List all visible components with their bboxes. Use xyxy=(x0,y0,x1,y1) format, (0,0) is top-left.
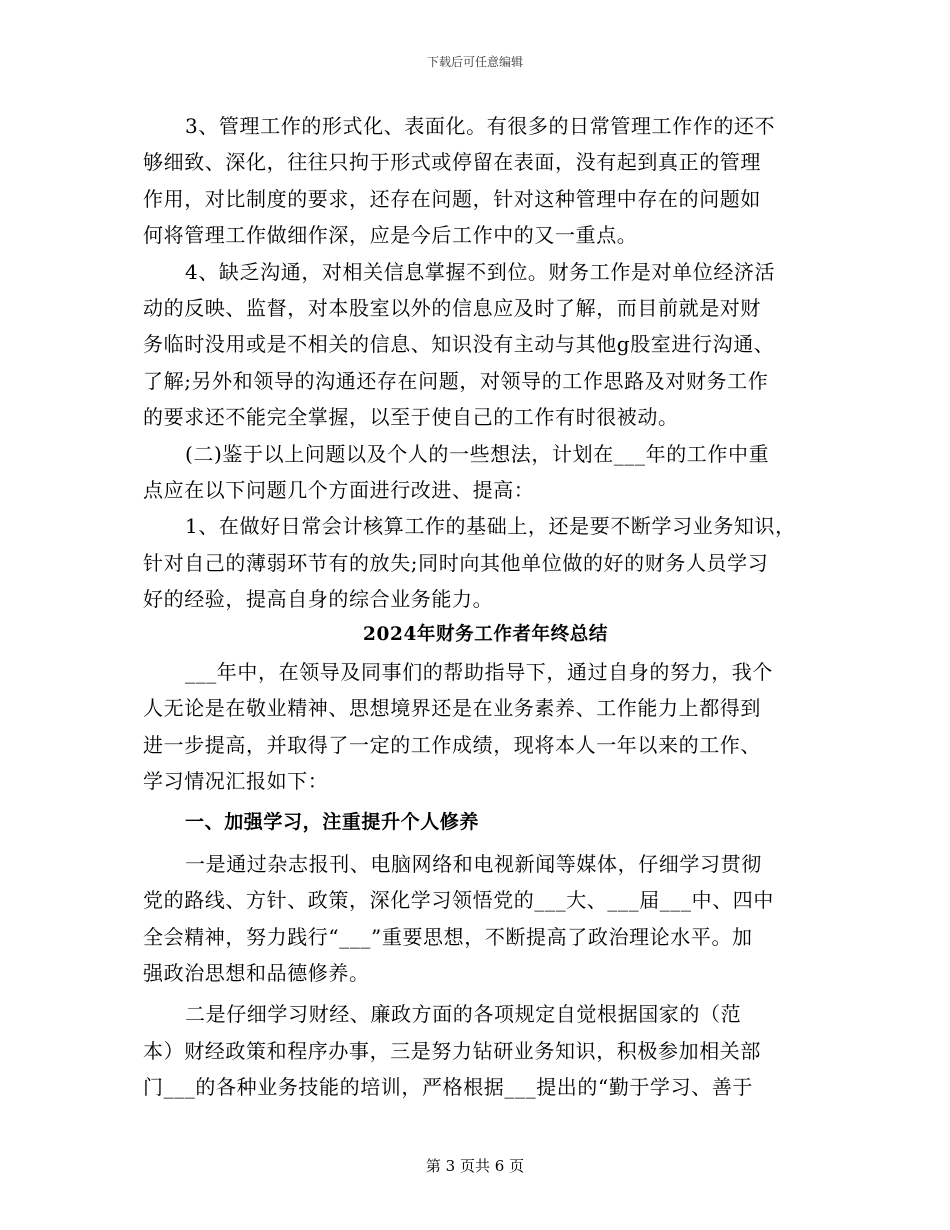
paragraph-line: 点应在以下问题几个方面进行改进、提高： xyxy=(143,477,535,502)
paragraph-line: 4、缺乏沟通，对相关信息掌握不到位。财务工作是对单位经济活 xyxy=(185,259,776,284)
paragraph-line: 一是通过杂志报刊、电脑网络和电视新闻等媒体，仔细学习贯彻 xyxy=(185,851,762,876)
paragraph-line: (二)鉴于以上问题以及个人的一些想法，计划在___年的工作中重 xyxy=(185,441,770,466)
paragraph-line: 1、在做好日常会计核算工作的基础上，还是要不断学习业务知识， xyxy=(185,514,796,539)
paragraph-line: 本）财经政策和程序办事，三是努力钻研业务知识，积极参加相关部 xyxy=(143,1038,761,1063)
paragraph-line: 党的路线、方针、政策，深化学习领悟党的___大、___届___中、四中 xyxy=(143,888,774,913)
paragraph-line: 针对自己的薄弱环节有的放失;同时向其他单位做的好的财务人员学习 xyxy=(143,550,769,575)
section-heading: 一、加强学习，注重提升个人修养 xyxy=(185,811,480,834)
paragraph-line: ___年中，在领导及同事们的帮助指导下，通过自身的努力，我个 xyxy=(185,659,773,684)
page-header: 下载后可任意编辑 xyxy=(426,55,523,69)
paragraph-line: 门___的各种业务技能的培训，严格根据___提出的“勤于学习、善于 xyxy=(143,1075,754,1100)
paragraph-line: 学习情况汇报如下： xyxy=(143,769,329,794)
paragraph-line: 3、管理工作的形式化、表面化。有很多的日常管理工作作的还不 xyxy=(185,114,776,138)
paragraph-line: 人无论是在敬业精神、思想境界还是在业务素养、工作能力上都得到 xyxy=(143,696,761,721)
paragraph-line: 好的经验，提高自身的综合业务能力。 xyxy=(143,587,494,612)
paragraph-line: 动的反映、监督，对本股室以外的信息应及时了解，而目前就是对财 xyxy=(143,295,761,320)
paragraph-line: 全会精神，努力践行“___”重要思想，不断提高了政治理论水平。加 xyxy=(143,924,753,949)
paragraph-line: 强政治思想和品德修养。 xyxy=(143,960,370,985)
page-footer: 第 3 页共 6 页 xyxy=(425,1157,525,1175)
paragraph-line: 进一步提高，并取得了一定的工作成绩，现将本人一年以来的工作、 xyxy=(143,732,761,757)
paragraph-line: 够细致、深化，往往只拘于形式或停留在表面，没有起到真正的管理 xyxy=(143,150,761,175)
paragraph-line: 的要求还不能完全掌握，以至于使自己的工作有时很被动。 xyxy=(143,405,679,430)
paragraph-line: 何将管理工作做细作深，应是今后工作中的又一重点。 xyxy=(143,223,638,248)
paragraph-line: 了解;另外和领导的沟通还存在问题，对领导的工作思路及对财务工作 xyxy=(143,368,769,393)
document-body xyxy=(143,108,828,1106)
section-title: 2024年财务工作者年终总结 xyxy=(363,624,608,646)
paragraph-line: 作用，对比制度的要求，还存在问题，针对这种管理中存在的问题如 xyxy=(143,186,761,211)
paragraph-line: 务临时没用或是不相关的信息、知识没有主动与其他g股室进行沟通、 xyxy=(143,332,775,357)
paragraph-line: 二是仔细学习财经、廉政方面的各项规定自觉根据国家的（范 xyxy=(185,1002,742,1027)
